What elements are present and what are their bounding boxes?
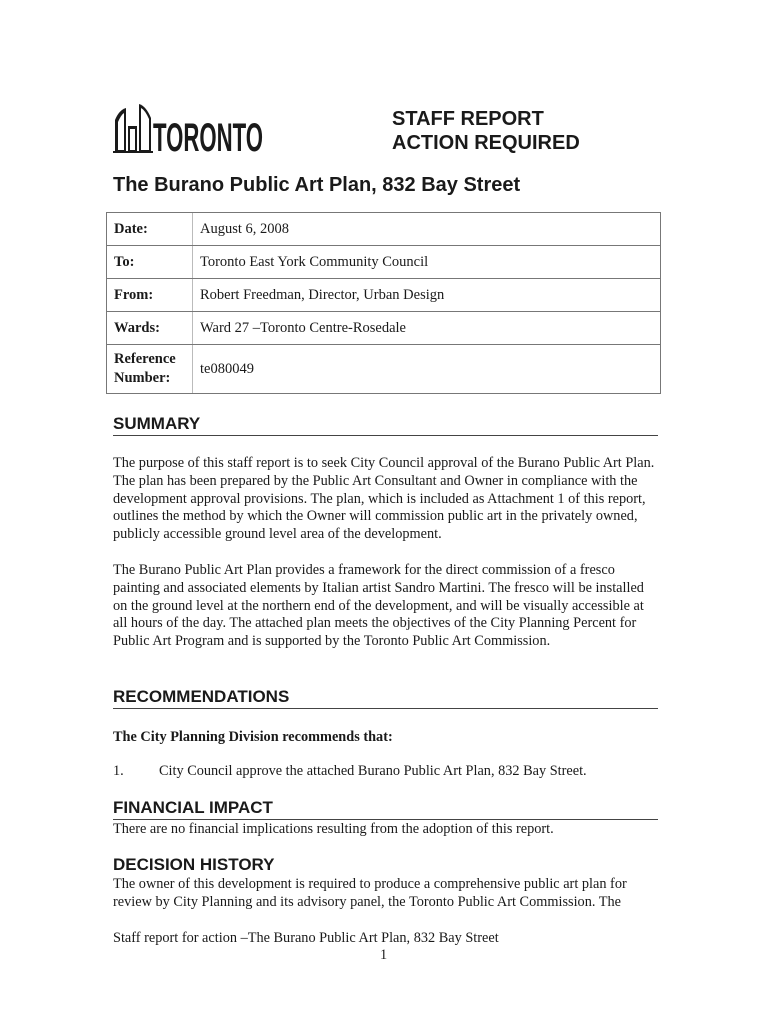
recommendation-item	[113, 763, 587, 780]
report-type-line1: STAFF REPORT	[392, 108, 544, 130]
summary-paragraph-1: The purpose of this staff report is to seek City Council approval of the Burano Public Art Plan. The plan has been prepared by the Public Art Consultant and Owner in compliance with the development approval provisions. The plan, which is included as Attachment 1 of this report, outlines the method by which the Owner will commission public art in the privately owned, publicly accessible ground level area of the development.	[113, 455, 655, 543]
meta-value: te080049	[193, 345, 661, 394]
financial-impact-heading: FINANCIAL IMPACT	[113, 798, 658, 820]
page-title: The Burano Public Art Plan, 832 Bay Street	[113, 174, 521, 196]
meta-label	[107, 345, 193, 394]
meta-label: Wards:	[107, 312, 193, 345]
report-type-line2: ACTION REQUIRED	[392, 132, 580, 154]
meta-value: Ward 27 –Toronto Centre-Rosedale	[193, 312, 661, 345]
meta-value: August 6, 2008	[193, 213, 661, 246]
summary-paragraph-2: The Burano Public Art Plan provides a framework for the direct commission of a fresco painting and associated elements by Italian artist Sandro Martini. The fresco will be installed on the ground level at the northern end of the development, and will be visually accessible at all hours of the day. The attached plan meets the objectives of the City Planning Percent for Public Art Program and is supported by the Toronto Public Art Commission.	[113, 562, 644, 650]
meta-label: Date:	[107, 213, 193, 246]
meta-row-reference	[107, 345, 661, 394]
recommendation-number: 1.	[113, 763, 124, 779]
meta-label-line1: Reference	[114, 351, 176, 367]
meta-row-wards	[107, 312, 661, 345]
meta-row-date	[107, 213, 661, 246]
page-number: 1	[380, 947, 388, 963]
financial-impact-text: There are no financial implications resulting from the adoption of this report.	[113, 821, 554, 837]
decision-history-heading: DECISION HISTORY	[113, 855, 275, 874]
toronto-logo	[113, 100, 265, 160]
recommendation-text: City Council approve the attached Burano Public Art Plan, 832 Bay Street.	[159, 763, 587, 779]
meta-value: Robert Freedman, Director, Urban Design	[193, 279, 661, 312]
recommendations-intro: The City Planning Division recommends that:	[113, 729, 393, 745]
report-metadata-table	[106, 212, 661, 394]
meta-row-from	[107, 279, 661, 312]
decision-history-text: The owner of this development is required to produce a comprehensive public art plan for review by City Planning and its advisory panel, the Toronto Public Art Commission. The	[113, 876, 627, 910]
recommendations-heading: RECOMMENDATIONS	[113, 687, 658, 709]
meta-label-line2: Number:	[114, 370, 171, 386]
city-hall-icon	[113, 100, 265, 160]
meta-value: Toronto East York Community Council	[193, 246, 661, 279]
summary-heading: SUMMARY	[113, 414, 658, 436]
meta-row-to	[107, 246, 661, 279]
meta-label: From:	[107, 279, 193, 312]
report-type	[392, 107, 580, 155]
logo-wordmark: TORONTO	[153, 116, 263, 160]
page-footer: Staff report for action –The Burano Public Art Plan, 832 Bay Street	[113, 930, 499, 946]
meta-label: To:	[107, 246, 193, 279]
